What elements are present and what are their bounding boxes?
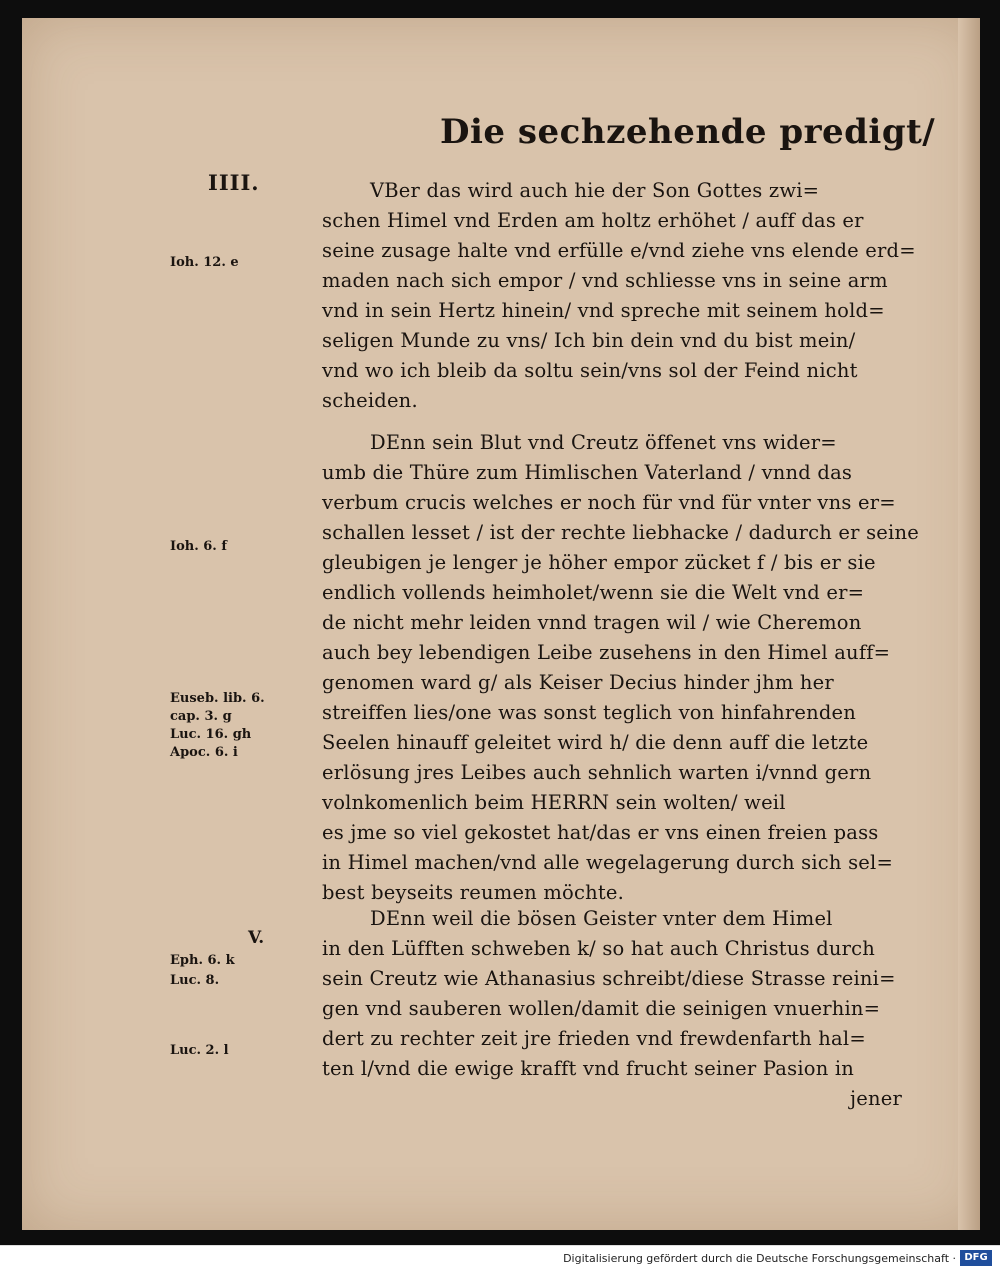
text-line: seligen Munde zu vns/ Ich bin dein vnd du bist mein/ xyxy=(322,329,856,352)
text-line: in den Lüfften schweben k/ so hat auch Christus durch xyxy=(322,937,876,960)
text-line: volnkomenlich beim HERRN sein wolten/ weil xyxy=(322,791,786,814)
margin-ref: Euseb. lib. 6. xyxy=(170,691,265,706)
margin-ref: Ioh. 12. e xyxy=(170,255,239,270)
catchword: jener xyxy=(849,1087,902,1110)
footer-bar xyxy=(0,1245,1000,1272)
text-line: DEnn weil die bösen Geister vnter dem Himel xyxy=(370,907,833,930)
text-line: vnd wo ich bleib da soltu sein/vns sol der Feind nicht xyxy=(322,359,858,382)
margin-ref: Apoc. 6. i xyxy=(170,745,238,760)
text-line: erlösung jres Leibes auch sehnlich warten i/vnnd gern xyxy=(322,761,872,784)
text-line: vnd in sein Hertz hinein/ vnd spreche mit seinem hold= xyxy=(322,299,885,322)
page-edge xyxy=(958,18,980,1230)
page-heading: Die sechzehende predigt/ xyxy=(440,112,936,152)
text-line: DEnn sein Blut vnd Creutz öffenet vns wider= xyxy=(370,431,837,454)
paragraph-3 xyxy=(322,904,902,1114)
text-line: streiffen lies/one was sonst teglich von hinfahrenden xyxy=(322,701,857,724)
paragraph-1 xyxy=(322,176,916,416)
text-line: umb die Thüre zum Himlischen Vaterland / vnnd das xyxy=(322,461,853,484)
text-line: best beyseits reumen möchte. xyxy=(322,881,625,904)
text-line: VBer das wird auch hie der Son Gottes zwi= xyxy=(370,179,820,202)
text-line: genomen ward g/ als Keiser Decius hinder jhm her xyxy=(322,671,834,694)
text-line: es jme so viel gekostet hat/das er vns einen freien pass xyxy=(322,821,879,844)
text-line: gen vnd sauberen wollen/damit die seinigen vnuerhin= xyxy=(322,997,881,1020)
text-line: in Himel machen/vnd alle wegelagerung durch sich sel= xyxy=(322,851,894,874)
text-line: Seelen hinauff geleitet wird h/ die denn auff die letzte xyxy=(322,731,869,754)
text-line: endlich vollends heimholet/wenn sie die Welt vnd er= xyxy=(322,581,865,604)
margin-ref: Luc. 16. gh xyxy=(170,727,252,742)
text-line: gleubigen je lenger je höher empor zücket f / bis er sie xyxy=(322,551,876,574)
text-line: schen Himel vnd Erden am holtz erhöhet / auff das er xyxy=(322,209,864,232)
text-line: maden nach sich empor / vnd schliesse vns in seine arm xyxy=(322,269,888,292)
text-line: auch bey lebendigen Leibe zusehens in den Himel auff= xyxy=(322,641,891,664)
text-line: dert zu rechter zeit jre frieden vnd frewdenfarth hal= xyxy=(322,1027,866,1050)
funding-credit: Digitalisierung gefördert durch die Deutsche Forschungsgemeinschaft · xyxy=(563,1252,956,1265)
text-line: schallen lesset / ist der rechte liebhacke / dadurch er seine xyxy=(322,521,919,544)
dfg-logo: DFG xyxy=(960,1250,992,1266)
text-line: de nicht mehr leiden vnnd tragen wil / wie Cheremon xyxy=(322,611,862,634)
section-number: V. xyxy=(248,928,265,948)
text-line: seine zusage halte vnd erfülle e/vnd ziehe vns elende erd= xyxy=(322,239,916,262)
text-line: sein Creutz wie Athanasius schreibt/diese Strasse reini= xyxy=(322,967,896,990)
folio-number: IIII. xyxy=(208,170,260,195)
margin-ref: Luc. 8. xyxy=(170,973,220,988)
margin-ref: Ioh. 6. f xyxy=(170,539,227,554)
text-line: ten l/vnd die ewige krafft vnd frucht seiner Pasion in xyxy=(322,1057,855,1080)
margin-ref: cap. 3. g xyxy=(170,709,232,724)
margin-ref: Eph. 6. k xyxy=(170,953,235,968)
text-line: scheiden. xyxy=(322,389,418,412)
text-line: verbum crucis welches er noch für vnd für vnter vns er= xyxy=(322,491,896,514)
margin-ref: Luc. 2. l xyxy=(170,1043,229,1058)
paragraph-2 xyxy=(322,428,919,908)
